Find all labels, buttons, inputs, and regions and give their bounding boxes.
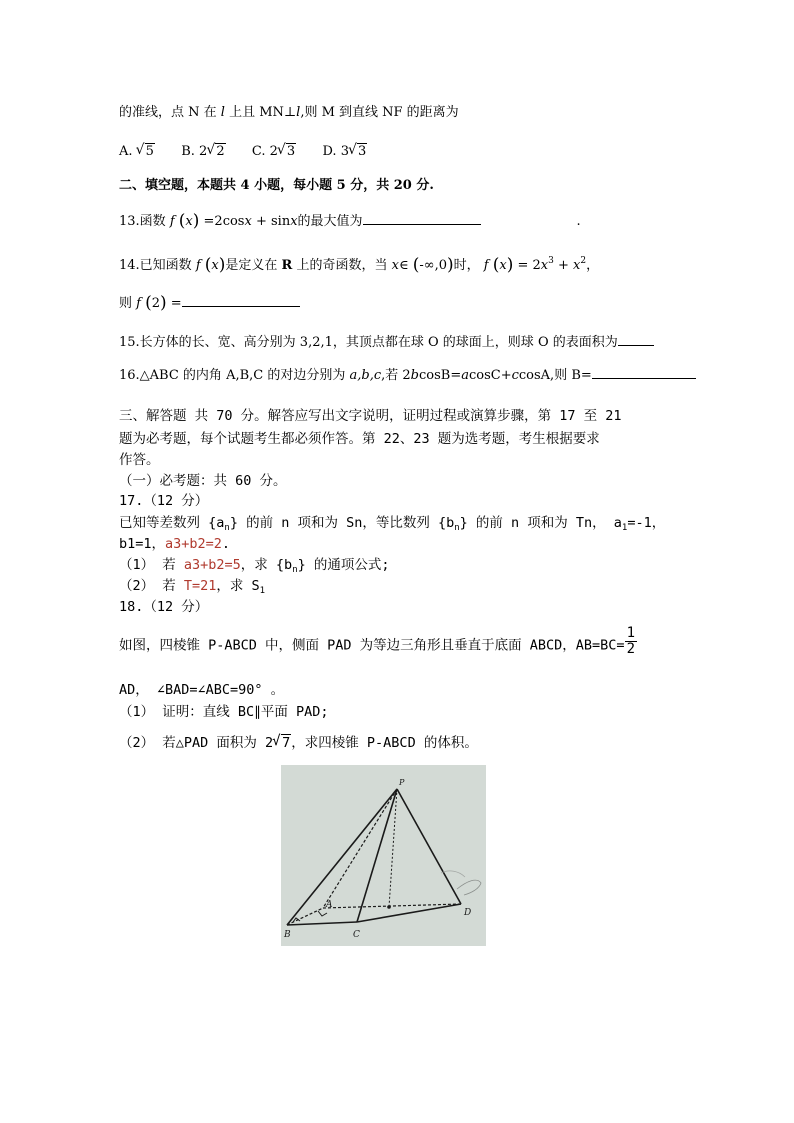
section-2-title: 二、填空题，本题共 4 小题，每小题 5 分，共 20 分. [119, 178, 434, 193]
question-12-tail: 的准线，点 N 在 l 上且 MN⊥l,则 M 到直线 NF 的距离为 [119, 105, 459, 120]
section-3-line-1: 三、解答题 共 70 分。解答应写出文字说明，证明过程或演算步骤，第 17 至 21 [119, 408, 622, 424]
label-B: B [284, 930, 291, 940]
question-17-part-1: （1） 若 a3+b2=5，求 $\{b_n\}$ 的通项公式; [119, 557, 390, 575]
question-18-part-1: （1） 证明：直线 BC∥平面 PAD; [119, 704, 329, 720]
label-A: A [326, 900, 333, 910]
option-c: C. 2√ 3 [252, 144, 296, 159]
section-3-line-4: （一）必考题：共 60 分。 [119, 473, 287, 489]
question-18-title: 18.（12 分） [119, 599, 209, 615]
question-18-part-2: （2） 若△PAD 面积为 2√ 7，求四棱锥 P-ABCD 的体积。 [119, 734, 478, 752]
question-17-title: 17.（12 分） [119, 493, 209, 509]
question-17-line-2: b1=1，a3+b2=2. [119, 536, 231, 552]
question-17-line-1: 已知等差数列 $\{a_n\}$ 的前 n 项和为 Sn，等比数列 $\{b_n\}$ 的前 n 项和为 Tn， $a_1=-1$， [119, 515, 666, 533]
fraction-one-half: $\frac{1}{2}$ [626, 625, 636, 657]
answer-blank-16[interactable] [592, 365, 696, 379]
question-14: 14.已知函数 f (x)是定义在 R 上的奇函数，当 x∈ (-∞,0)时， f $(x) = 2x^3 + x^2$， [119, 255, 600, 275]
question-18-line-2: AD， ∠BAD=∠ABC=90° 。 [119, 682, 285, 698]
option-b: B. 2√ 2 [181, 144, 225, 159]
answer-blank-14[interactable] [182, 293, 300, 307]
label-C: C [353, 930, 360, 940]
figure-background [281, 765, 486, 946]
section-3-line-2: 题为必考题，每个试题考生都必须作答。第 22、23 题为选考题，考生根据要求 [119, 431, 600, 447]
label-D: D [464, 908, 472, 918]
answer-blank-13[interactable] [363, 211, 481, 225]
pyramid-diagram [281, 765, 486, 946]
question-18-line-1: 如图，四棱锥 P-ABCD 中，侧面 PAD 为等边三角形且垂直于底面 ABCD，AB=BC= $\frac{1}{2}$ [119, 625, 636, 657]
question-16: 16.△ABC 的内角 A,B,C 的对边分别为 a,b,c,若 2bcosB=acosC+ccosA,则 B= [119, 365, 696, 385]
section-3-line-3: 作答。 [119, 452, 160, 468]
question-13: 13.函数 f (x) =2cosx + sinx的最大值为 . [119, 211, 581, 231]
question-12-options [119, 143, 367, 161]
pyramid-figure [281, 765, 486, 946]
answer-blank-15[interactable] [618, 332, 654, 346]
label-P: P [399, 778, 405, 787]
question-14-answer-line: 则 f (2) = [119, 293, 300, 313]
foot-point [387, 905, 391, 909]
option-d: D. 3√ 3 [322, 144, 367, 159]
option-a: A. √ 5 [119, 144, 155, 159]
question-17-part-2: （2） 若 T=21，求 $S_1$ [119, 578, 266, 596]
question-15: 15.长方体的长、宽、高分别为 3,2,1，其顶点都在球 O 的球面上，则球 O 的表面积为 [119, 332, 654, 352]
